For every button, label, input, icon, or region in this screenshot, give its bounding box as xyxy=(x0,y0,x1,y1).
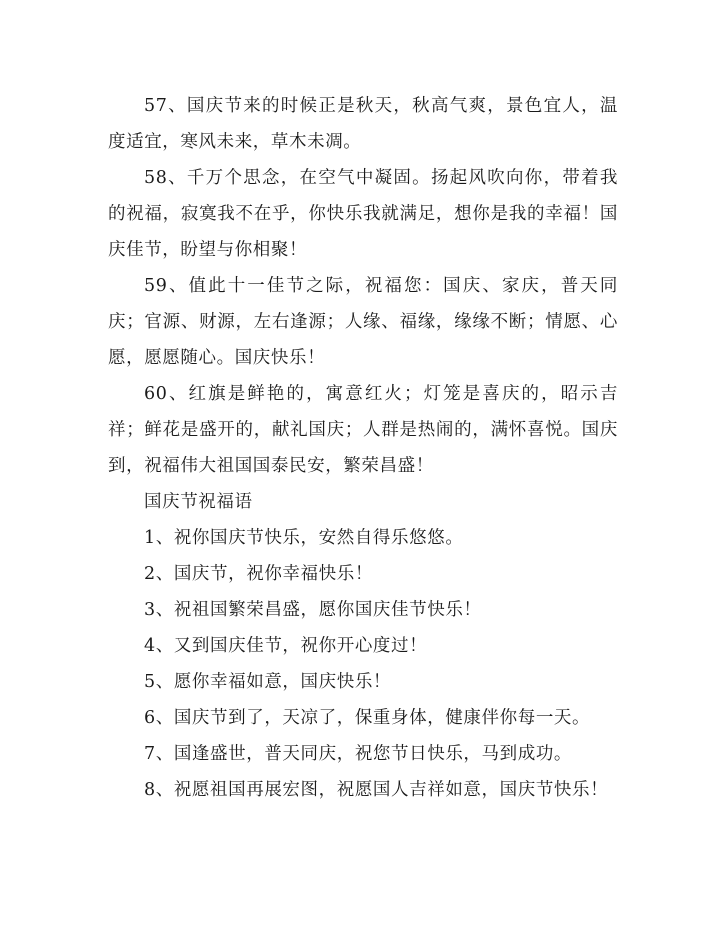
paragraph-60: 60、红旗是鲜艳的，寓意红火；灯笼是喜庆的，昭示吉祥；鲜花是盛开的，献礼国庆；人群是热闹的，满怀喜悦。国庆到，祝福伟大祖国国泰民安，繁荣昌盛！ xyxy=(108,384,618,476)
list-item-3: 3、祝祖国繁荣昌盛，愿你国庆佳节快乐！ xyxy=(144,600,482,620)
list-item-2: 2、国庆节，祝你幸福快乐！ xyxy=(144,564,373,584)
paragraph-57: 57、国庆节来的时候正是秋天，秋高气爽，景色宜人，温度适宜，寒风未来，草木未凋。 xyxy=(108,96,618,152)
document-page xyxy=(108,88,618,808)
paragraph-59: 59、值此十一佳节之际，祝福您：国庆、家庆，普天同庆；官源、财源，左右逢源；人缘、福缘，缘缘不断；情愿、心愿，愿愿随心。国庆快乐！ xyxy=(108,276,618,368)
list-item-8: 8、祝愿祖国再展宏图，祝愿国人吉祥如意，国庆节快乐！ xyxy=(144,780,609,800)
section-heading: 国庆节祝福语 xyxy=(144,492,253,512)
list-item-5: 5、愿你幸福如意，国庆快乐！ xyxy=(144,672,392,692)
list-item-6: 6、国庆节到了，天凉了，保重身体，健康伴你每一天。 xyxy=(144,708,591,728)
list-item-4: 4、又到国庆佳节，祝你开心度过！ xyxy=(144,636,428,656)
list-item-1: 1、祝你国庆节快乐，安然自得乐悠悠。 xyxy=(144,528,464,548)
list-item-7: 7、国逢盛世，普天同庆，祝您节日快乐，马到成功。 xyxy=(144,744,573,764)
paragraph-58: 58、千万个思念，在空气中凝固。扬起风吹向你，带着我的祝福，寂寞我不在乎，你快乐我就满足，想你是我的幸福！国庆佳节，盼望与你相聚！ xyxy=(108,168,618,260)
